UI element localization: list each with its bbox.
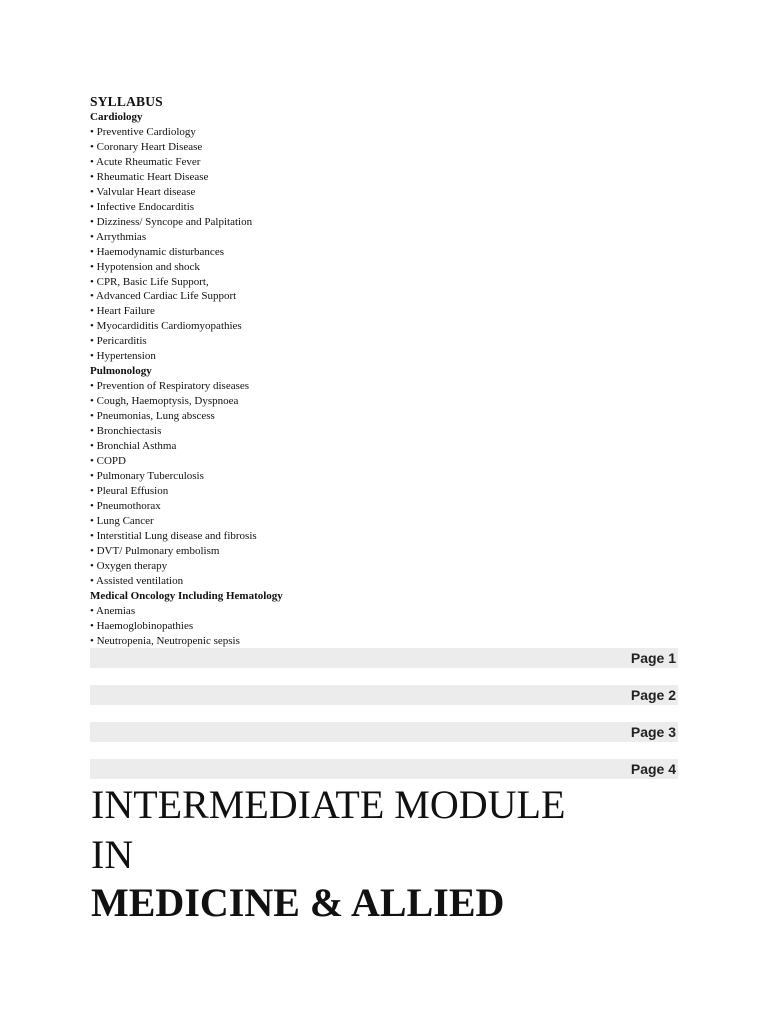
section-heading: Cardiology (90, 111, 143, 123)
title-line-1: INTERMEDIATE MODULE (91, 782, 566, 827)
list-item: • Rheumatic Heart Disease (90, 170, 209, 183)
list-item: • Hypotension and shock (90, 260, 200, 273)
list-item: • Bronchiectasis (90, 425, 162, 438)
list-item: • CPR, Basic Life Support, (90, 275, 209, 288)
section-pulmonology (90, 364, 690, 588)
list-item: • Lung Cancer (90, 514, 154, 527)
list-item: • Interstitial Lung disease and fibrosis (90, 529, 257, 542)
title-line-2: IN (91, 832, 134, 877)
list-item: • Bronchial Asthma (90, 440, 177, 453)
list-item: • Pulmonary Tuberculosis (90, 469, 204, 482)
list-item: • Coronary Heart Disease (90, 140, 203, 153)
list-item: • Oxygen therapy (90, 559, 168, 572)
list-item: • Hypertension (90, 350, 156, 363)
page-navigation (90, 648, 678, 796)
page-link-4[interactable] (90, 759, 678, 779)
list-item: • Pericarditis (90, 335, 147, 348)
section-cardiology (90, 110, 690, 364)
page-link-label: Page 2 (630, 687, 676, 703)
list-item: • Arrythmias (90, 230, 147, 243)
section-heading: Pulmonology (90, 365, 152, 378)
section-heading: Medical Oncology Including Hematology (90, 589, 283, 602)
syllabus-title: SYLLABUS (90, 94, 163, 109)
page-link-label: Page 1 (630, 650, 676, 666)
list-item: • Dizziness/ Syncope and Palpitation (90, 215, 253, 228)
module-title (91, 780, 751, 928)
list-item: • Cough, Haemoptysis, Dyspnoea (90, 395, 239, 408)
list-item: • Preventive Cardiology (90, 126, 196, 138)
list-item: • Heart Failure (90, 305, 155, 318)
list-item: • Prevention of Respiratory diseases (90, 380, 250, 393)
list-item: • Valvular Heart disease (90, 185, 196, 198)
list-item: • Neutropenia, Neutropenic sepsis (90, 634, 240, 647)
page-link-label: Page 3 (630, 724, 676, 740)
list-item: • Infective Endocarditis (90, 200, 195, 213)
list-item: • Pneumothorax (90, 499, 161, 512)
title-line-3: MEDICINE & ALLIED (91, 880, 505, 925)
section-medical-oncology (90, 589, 690, 649)
page-link-1[interactable] (90, 648, 678, 668)
page-link-3[interactable] (90, 722, 678, 742)
list-item: • Haemoglobinopathies (90, 619, 194, 632)
list-item: • COPD (90, 455, 126, 468)
list-item: • Haemodynamic disturbances (90, 245, 224, 258)
list-item: • Acute Rheumatic Fever (90, 155, 201, 168)
list-item: • Myocardiditis Cardiomyopathies (90, 320, 242, 333)
list-item: • Anemias (90, 604, 136, 617)
page-link-2[interactable] (90, 685, 678, 705)
page-link-label: Page 4 (630, 761, 676, 777)
list-item: • Assisted ventilation (90, 574, 184, 587)
list-item: • Pneumonias, Lung abscess (90, 410, 215, 423)
list-item: • Pleural Effusion (90, 484, 169, 497)
syllabus-document (90, 93, 690, 648)
list-item: • Advanced Cardiac Life Support (90, 290, 237, 303)
list-item: • DVT/ Pulmonary embolism (90, 544, 220, 557)
